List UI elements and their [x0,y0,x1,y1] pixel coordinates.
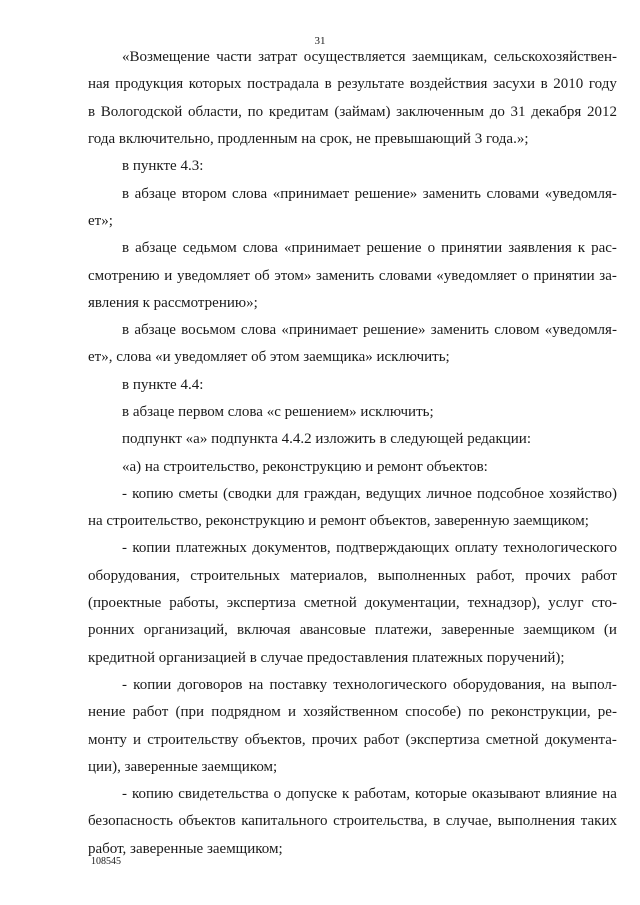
text-line: ная продукция которых пострадала в результате воздействия засухи в 2010 году [88,76,617,93]
text-line: в Вологодской области, по кредитам (займам) заключенным до 31 декабря 2012 [88,103,617,120]
document-body [88,44,617,863]
text-line: ции), заверенные заемщиком; [88,758,278,775]
text-line: работ, заверенные заемщиком; [88,840,283,857]
text-line: в пункте 4.4: [122,376,204,393]
text-line: (проектные работы, экспертиза сметной документации, технадзор), услуг сто- [88,595,617,612]
text-line: ронних организаций, включая авансовые платежи, заверенные заемщиком (и [88,622,617,639]
text-line: безопасность объектов капитального строительства, в случае, выполнения таких [88,813,617,830]
text-line: кредитной организацией в случае предоставления платежных поручений); [88,649,565,666]
text-line: явления к рассмотрению»; [88,294,258,311]
text-line: «а) на строительство, реконструкцию и ремонт объектов: [122,458,488,475]
text-line: - копию сметы (сводки для граждан, ведущих личное подсобное хозяйство) [122,485,617,502]
text-line: подпункт «а» подпункта 4.4.2 изложить в следующей редакции: [122,431,531,448]
text-line: года включительно, продленным на срок, не превышающий 3 года.»; [88,131,529,148]
text-line: - копию свидетельства о допуске к работам, которые оказывают влияние на [122,786,617,803]
text-line: оборудования, строительных материалов, выполненных работ, прочих работ [88,567,617,584]
text-line: смотрению и уведомляет об этом» заменить словами «уведомляет о принятии за- [88,267,617,284]
text-line: монту и строительству объектов, прочих работ (экспертиза сметной документа- [88,731,617,748]
text-line: ет», слова «и уведомляет об этом заемщика» исключить; [88,349,450,366]
text-line: - копии платежных документов, подтверждающих оплату технологического [122,540,617,557]
text-line: «Возмещение части затрат осуществляется заемщикам, сельскохозяйствен- [122,49,617,66]
text-line: - копии договоров на поставку технологического оборудования, на выпол- [122,676,617,693]
text-line: ет»; [88,212,113,229]
text-line: в абзаце втором слова «принимает решение» заменить словами «уведомля- [122,185,617,202]
text-line: нение работ (при подрядном и хозяйственном способе) по реконструкции, ре- [88,704,617,721]
page-number: 31 [314,35,326,47]
text-line: в абзаце седьмом слова «принимает решение о принятии заявления к рас- [122,240,617,257]
text-line: в пункте 4.3: [122,158,204,175]
text-line: на строительство, реконструкцию и ремонт объектов, заверенную заемщиком; [88,513,589,530]
text-line: в абзаце восьмом слова «принимает решение» заменить словом «уведомля- [122,322,617,339]
text-line: в абзаце первом слова «с решением» исключить; [122,404,434,420]
document-footer-code: 108545 [91,856,121,867]
